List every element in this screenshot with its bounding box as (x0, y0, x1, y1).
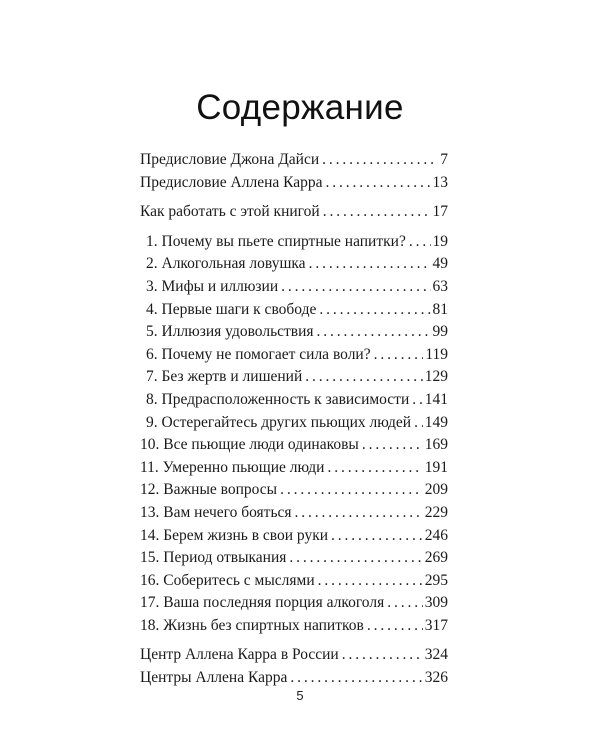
dot-leader (317, 323, 431, 341)
toc-entry-page: 81 (432, 300, 448, 318)
toc-entry-page: 129 (424, 368, 448, 386)
toc-entry-page: 63 (432, 277, 448, 295)
toc-entry-page: 17 (432, 203, 448, 221)
toc-entry-page: 169 (424, 436, 448, 454)
dot-leader (323, 203, 431, 221)
toc-entry[interactable] (140, 504, 448, 527)
toc-entry[interactable] (140, 151, 448, 174)
toc-entry[interactable] (140, 233, 448, 256)
toc-entry[interactable] (140, 646, 448, 669)
toc-entry-page: 309 (424, 594, 448, 612)
toc-entry-page: 295 (424, 571, 448, 589)
toc-entry[interactable] (140, 617, 448, 640)
toc-entry-title: 16. Соберитесь с мыслями (140, 571, 315, 589)
toc-entry-title: 7. Без жертв и лишений (146, 368, 303, 386)
toc-entry[interactable] (140, 301, 448, 324)
toc-entry-title: 2. Алкогольная ловушка (146, 255, 306, 273)
toc-entry-page: 141 (424, 390, 448, 408)
toc-entry-page: 7 (440, 151, 448, 168)
dot-leader (290, 669, 422, 687)
toc-entry[interactable] (140, 391, 448, 414)
toc-entry-page: 326 (424, 669, 448, 687)
table-of-contents (140, 151, 448, 692)
toc-entry-page: 49 (432, 255, 448, 273)
dot-leader (309, 255, 431, 273)
toc-entry-title: 12. Важные вопросы (140, 481, 278, 499)
toc-entry[interactable] (140, 203, 448, 226)
dot-leader (295, 504, 423, 522)
toc-entry[interactable] (140, 368, 448, 391)
dot-leader (327, 459, 422, 477)
dot-leader (374, 346, 424, 364)
toc-entry-page: 13 (432, 173, 448, 191)
dot-leader (387, 594, 423, 612)
toc-entry-title: 8. Предрасположенность к зависимости (146, 390, 410, 408)
toc-entry-page: 317 (424, 616, 448, 634)
toc-entry[interactable] (140, 323, 448, 346)
dot-leader (305, 368, 422, 386)
dot-leader (409, 233, 431, 251)
dot-leader (412, 391, 422, 409)
toc-entry-title: 15. Период отвыкания (140, 549, 287, 567)
toc-entry-title: 3. Мифы и иллюзии (146, 277, 279, 295)
toc-entry[interactable] (140, 255, 448, 278)
toc-entry-page: 246 (424, 526, 448, 544)
toc-entry-title: 6. Почему не помогает сила воли? (146, 345, 371, 363)
toc-entry-title: Как работать с этой книгой (140, 203, 320, 221)
toc-entry[interactable] (140, 174, 448, 197)
dot-leader (342, 646, 423, 664)
toc-entry-title: 5. Иллюзия удовольствия (146, 323, 314, 341)
toc-entry-page: 19 (432, 232, 448, 250)
toc-entry-page: 324 (424, 646, 448, 664)
toc-entry-page: 229 (424, 503, 448, 521)
toc-entry-title: 10. Все пьющие люди одинаковы (140, 436, 359, 454)
dot-leader (362, 436, 423, 454)
toc-entry[interactable] (140, 459, 448, 482)
toc-entry-title: 9. Остерегайтесь других пьющих людей (146, 413, 412, 431)
toc-entry-page: 99 (432, 323, 448, 341)
dot-leader (322, 151, 438, 169)
toc-entry-title: 1. Почему вы пьете спиртные напитки? (146, 232, 406, 250)
toc-entry-title: 18. Жизнь без спиртных напитков (140, 616, 364, 634)
toc-entry-page: 191 (424, 458, 448, 476)
toc-entry-page: 149 (424, 413, 448, 431)
toc-entry-title: Центры Аллена Карра (140, 669, 288, 687)
dot-leader (367, 617, 423, 635)
toc-entry-title: 11. Умеренно пьющие люди (140, 458, 325, 476)
toc-entry[interactable] (140, 414, 448, 437)
dot-leader (319, 301, 430, 319)
toc-entry-page: 119 (425, 345, 448, 363)
toc-entry[interactable] (140, 278, 448, 301)
toc-entry[interactable] (140, 436, 448, 459)
page-number: 5 (296, 688, 304, 703)
dot-leader (331, 527, 423, 545)
toc-entry[interactable] (140, 481, 448, 504)
toc-entry[interactable] (140, 572, 448, 595)
toc-entry[interactable] (140, 527, 448, 550)
dot-leader (414, 414, 423, 432)
toc-entry-page: 209 (424, 481, 448, 499)
dot-leader (280, 481, 423, 499)
toc-entry[interactable] (140, 549, 448, 572)
toc-entry[interactable] (140, 594, 448, 617)
toc-entry[interactable] (140, 346, 448, 369)
dot-leader (281, 278, 430, 296)
dot-leader (318, 572, 423, 590)
toc-entry-page: 269 (424, 549, 448, 567)
toc-entry-title: 14. Берем жизнь в свои руки (140, 526, 329, 544)
dot-leader (326, 174, 431, 192)
toc-entry-title: Предисловие Джона Дайси (140, 151, 320, 168)
dot-leader (289, 549, 422, 567)
toc-entry-title: Центр Аллена Карра в России (140, 646, 339, 664)
toc-entry-title: 17. Ваша последняя порция алкоголя (140, 594, 385, 612)
toc-entry-title: 4. Первые шаги к свободе (146, 300, 317, 318)
toc-entry-title: 13. Вам нечего бояться (140, 503, 292, 521)
toc-entry-title: Предисловие Аллена Карра (140, 173, 323, 191)
page-title: Содержание (196, 88, 404, 127)
